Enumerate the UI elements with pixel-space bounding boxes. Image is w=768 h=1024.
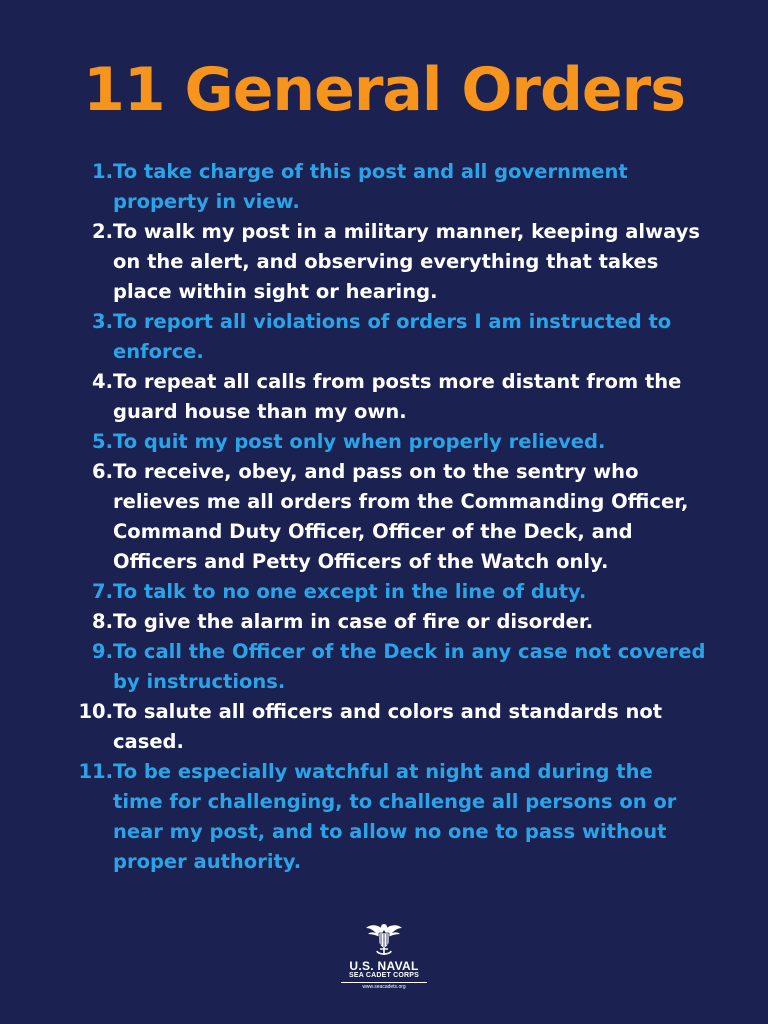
order-number: 4. (92, 370, 113, 393)
logo-website: www.seacadets.org (362, 984, 406, 990)
sea-cadet-logo (334, 918, 434, 990)
logo-line-naval: U.S. NAVAL (349, 959, 419, 973)
general-order-item (0, 637, 768, 697)
general-order-item (0, 607, 768, 637)
order-number: 11. (78, 760, 113, 783)
order-number: 10. (78, 700, 113, 723)
order-text: To take charge of this post and all government property in view. (113, 160, 628, 213)
general-orders-list (0, 157, 768, 877)
order-text: To report all violations of orders I am instructed to enforce. (113, 310, 672, 363)
general-order-item (0, 367, 768, 427)
general-order-item (0, 577, 768, 607)
logo-line-sea-cadet-corps: SEA CADET CORPS (348, 972, 420, 979)
order-number: 8. (92, 610, 113, 633)
order-text: To call the Officer of the Deck in any case not covered by instructions. (113, 640, 706, 693)
general-order-item (0, 757, 768, 877)
order-text: To repeat all calls from posts more distant from the guard house than my own. (113, 370, 682, 423)
page-title: 11 General Orders (83, 55, 685, 125)
order-number: 2. (92, 220, 113, 243)
order-text: To quit my post only when properly relieved. (113, 430, 606, 453)
general-order-item (0, 157, 768, 217)
logo-divider (341, 982, 427, 983)
order-text: To give the alarm in case of fire or disorder. (113, 610, 594, 633)
order-number: 5. (92, 430, 113, 453)
order-number: 1. (92, 160, 113, 183)
general-order-item (0, 427, 768, 457)
order-text: To salute all officers and colors and standards not cased. (113, 700, 663, 753)
order-number: 6. (92, 460, 113, 483)
general-order-item (0, 307, 768, 367)
order-text: To receive, obey, and pass on to the sentry who relieves me all orders from the Commanding Officer, Command Duty Officer, Officer of the Deck, and Officers and Petty Officers of the Watch only. (113, 460, 689, 573)
order-text: To talk to no one except in the line of duty. (113, 580, 587, 603)
eagle-anchor-emblem-icon (364, 918, 404, 958)
order-number: 3. (92, 310, 113, 333)
order-number: 9. (92, 640, 113, 663)
general-order-item (0, 457, 768, 577)
order-number: 7. (92, 580, 113, 603)
order-text: To walk my post in a military manner, keeping always on the alert, and observing everything that takes place within sight or hearing. (113, 220, 700, 303)
general-order-item (0, 217, 768, 307)
general-order-item (0, 697, 768, 757)
order-text: To be especially watchful at night and during the time for challenging, to challenge all persons on or near my post, and to allow no one to pass without proper authority. (113, 760, 677, 873)
